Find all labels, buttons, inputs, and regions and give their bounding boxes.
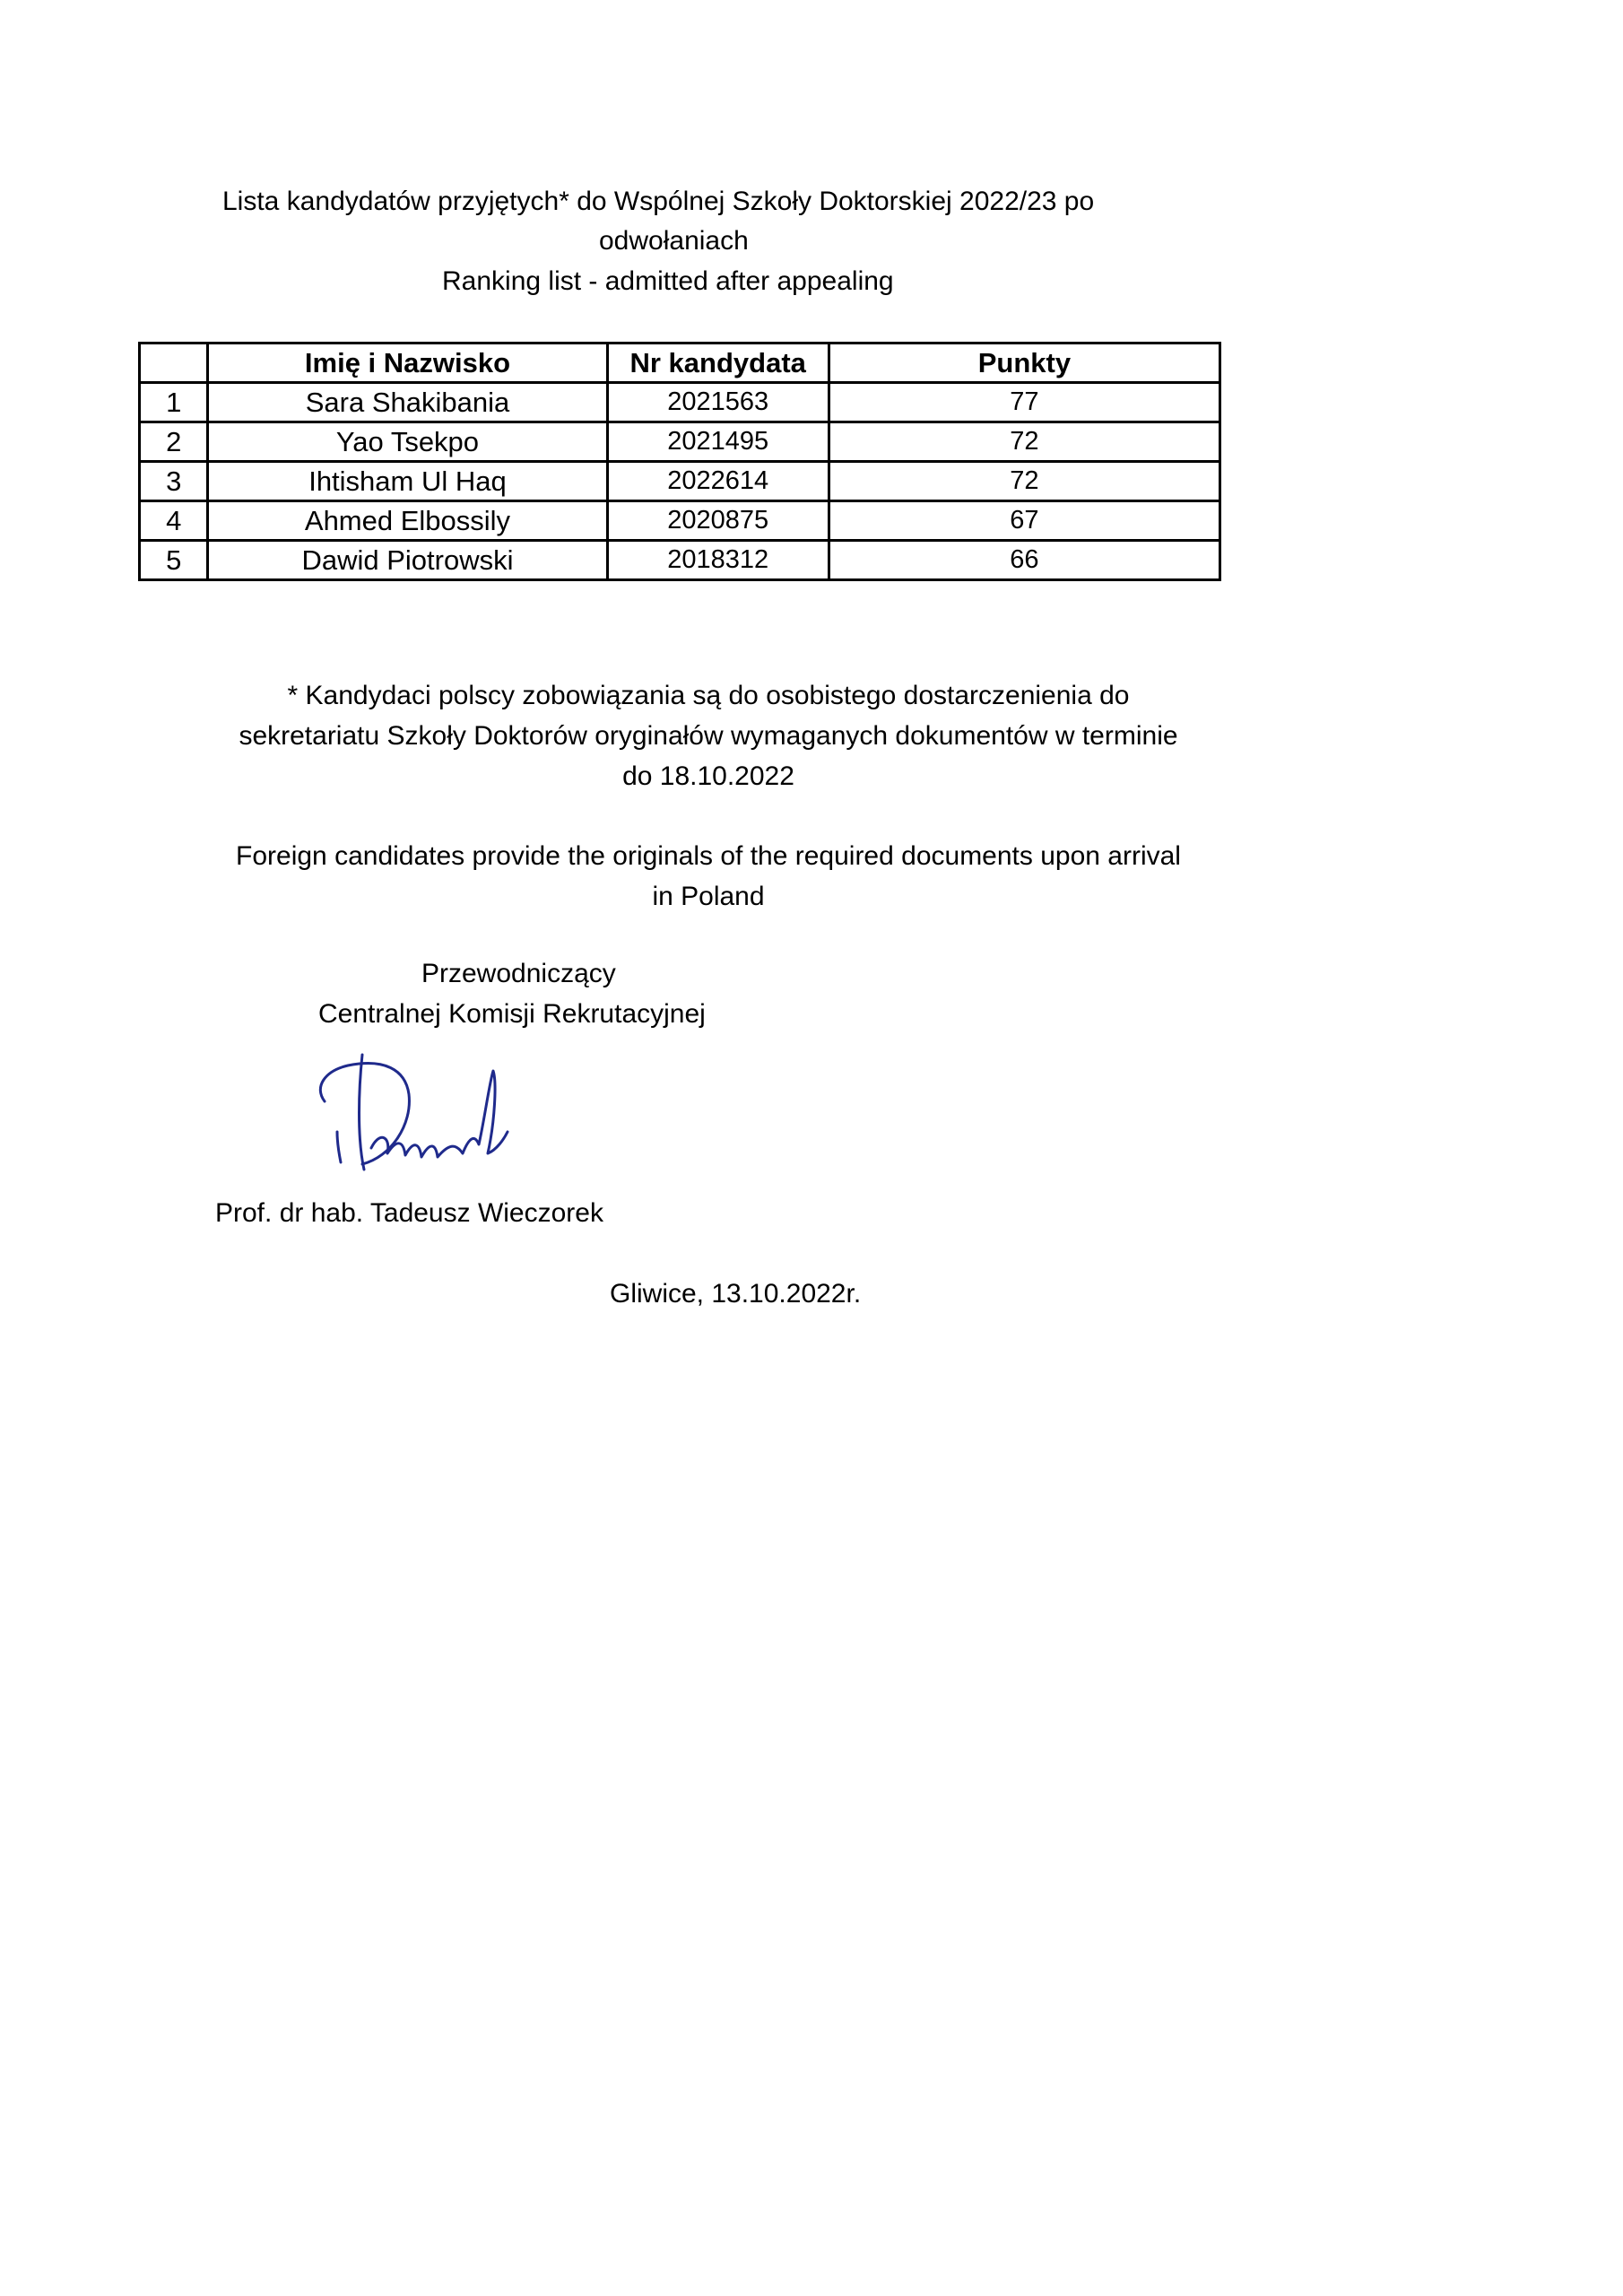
signatory-role-line-2: Centralnej Komisji Rekrutacyjnej bbox=[318, 999, 706, 1029]
note-english-line-1: Foreign candidates provide the originals of the required documents upon arrival bbox=[236, 841, 1181, 871]
cell-lp: 4 bbox=[140, 501, 208, 541]
cell-candidate-no: 2021495 bbox=[607, 422, 829, 462]
cell-lp: 2 bbox=[140, 422, 208, 462]
note-polish-line-2: sekretariatu Szkoły Doktorów oryginałów wymaganych dokumentów w terminie bbox=[239, 721, 1178, 751]
cell-name: Dawid Piotrowski bbox=[208, 541, 607, 580]
table-header-row bbox=[140, 344, 1220, 383]
title-line-2: odwołaniach bbox=[599, 226, 749, 256]
table-row bbox=[140, 462, 1220, 501]
title-line-1: Lista kandydatów przyjętych* do Wspólnej Szkoły Doktorskiej 2022/23 po bbox=[222, 187, 1095, 216]
note-polish-line-1: * Kandydaci polscy zobowiązania są do osobistego dostarczenienia do bbox=[287, 681, 1130, 710]
cell-points: 72 bbox=[829, 422, 1219, 462]
cell-lp: 3 bbox=[140, 462, 208, 501]
header-name: Imię i Nazwisko bbox=[208, 344, 607, 383]
signatory-role-line-1: Przewodniczący bbox=[421, 959, 616, 988]
title-line-3: Ranking list - admitted after appealing bbox=[442, 266, 894, 296]
note-polish-line-3: do 18.10.2022 bbox=[622, 761, 794, 791]
cell-lp: 1 bbox=[140, 383, 208, 422]
signatory-name: Prof. dr hab. Tadeusz Wieczorek bbox=[215, 1198, 603, 1228]
signature-image bbox=[305, 1031, 547, 1193]
note-english-line-2: in Poland bbox=[652, 882, 765, 911]
table-row bbox=[140, 501, 1220, 541]
cell-points: 77 bbox=[829, 383, 1219, 422]
ranking-table bbox=[138, 342, 1221, 581]
cell-name: Yao Tsekpo bbox=[208, 422, 607, 462]
cell-points: 67 bbox=[829, 501, 1219, 541]
note-english bbox=[179, 836, 1237, 917]
note-polish bbox=[179, 675, 1237, 796]
cell-name: Sara Shakibania bbox=[208, 383, 607, 422]
cell-lp: 5 bbox=[140, 541, 208, 580]
cell-candidate-no: 2018312 bbox=[607, 541, 829, 580]
table-row bbox=[140, 422, 1220, 462]
cell-name: Ahmed Elbossily bbox=[208, 501, 607, 541]
header-lp bbox=[140, 344, 208, 383]
cell-candidate-no: 2021563 bbox=[607, 383, 829, 422]
header-candidate-no: Nr kandydata bbox=[607, 344, 829, 383]
cell-candidate-no: 2020875 bbox=[607, 501, 829, 541]
table-row bbox=[140, 541, 1220, 580]
cell-name: Ihtisham Ul Haq bbox=[208, 462, 607, 501]
cell-points: 72 bbox=[829, 462, 1219, 501]
cell-candidate-no: 2022614 bbox=[607, 462, 829, 501]
cell-points: 66 bbox=[829, 541, 1219, 580]
header-points: Punkty bbox=[829, 344, 1219, 383]
place-date: Gliwice, 13.10.2022r. bbox=[610, 1279, 862, 1309]
table-row bbox=[140, 383, 1220, 422]
